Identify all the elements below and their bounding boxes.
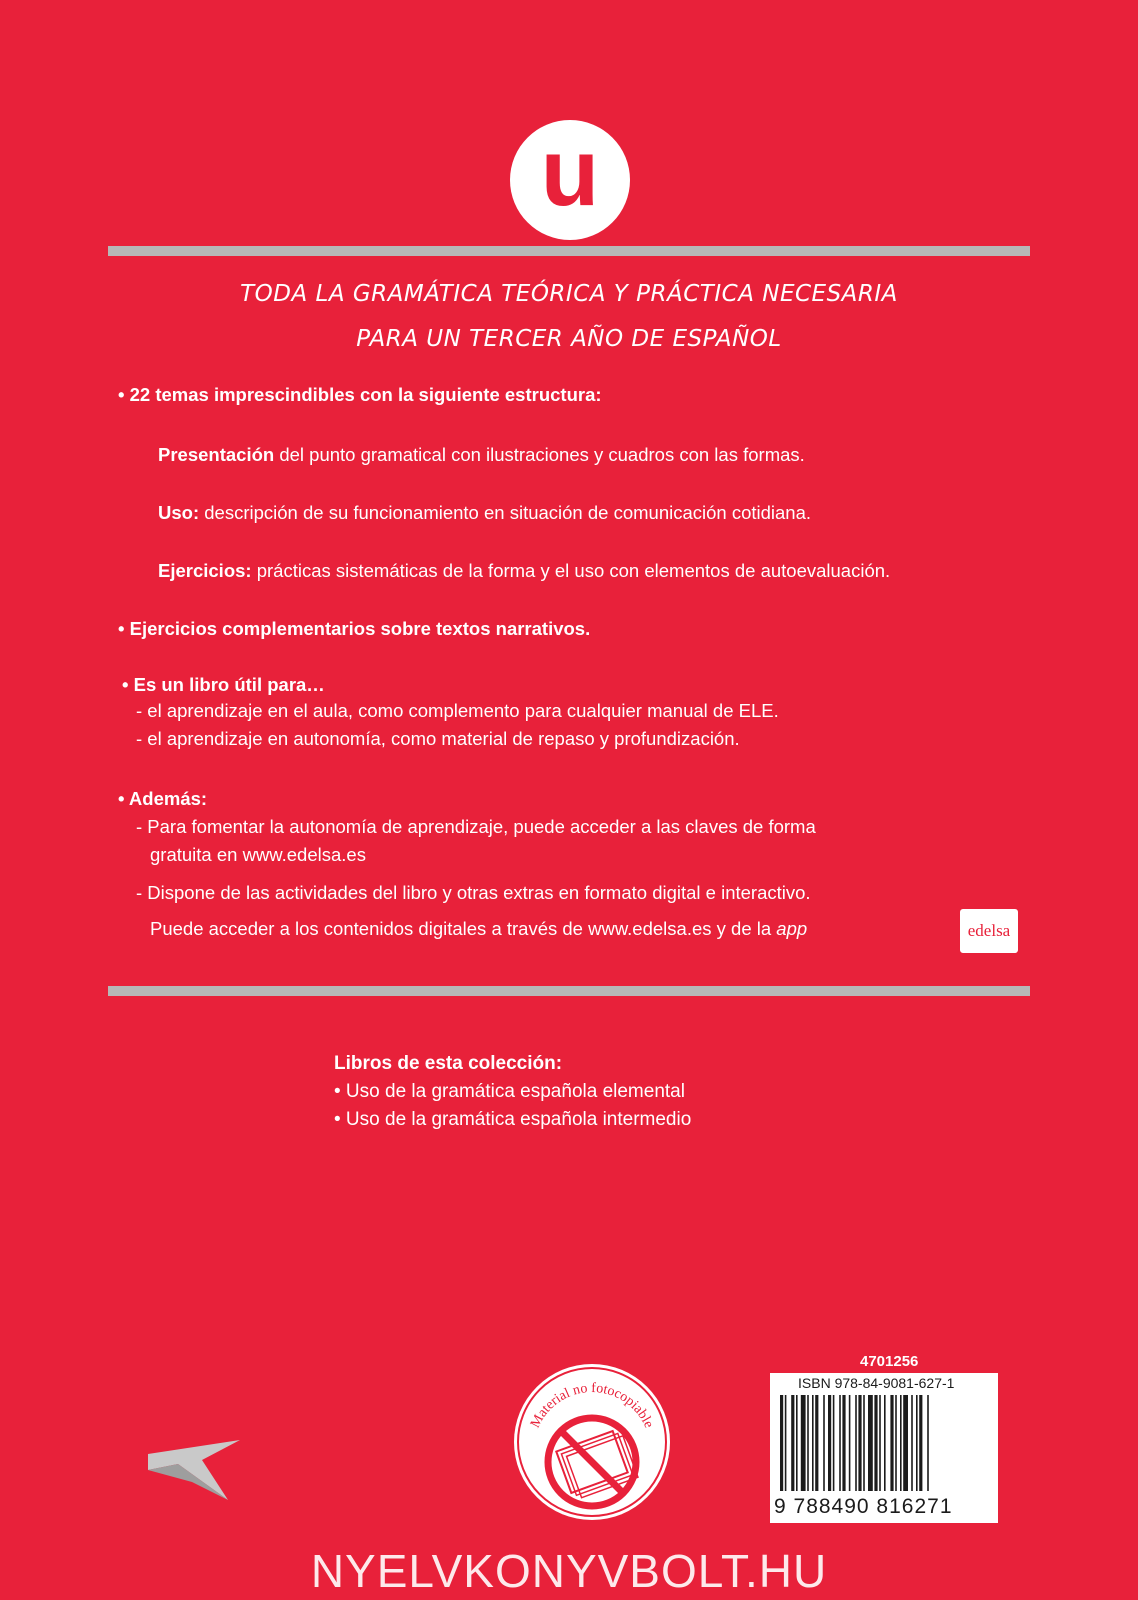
barcode-bar — [849, 1395, 851, 1491]
barcode-bar — [815, 1395, 818, 1491]
barcode-bars-icon — [776, 1395, 992, 1495]
besides-item-1-cont: gratuita en www.edelsa.es — [150, 844, 366, 865]
barcode-bar — [807, 1395, 809, 1491]
theme-item — [158, 442, 805, 468]
complementary-bullet: • Ejercicios complementarios sobre textos narrativos. — [118, 618, 591, 639]
product-code: 4701256 — [860, 1353, 919, 1370]
headline-line-1: TODA LA GRAMÁTICA TEÓRICA Y PRÁCTICA NECESARIA — [240, 281, 898, 307]
collection-item: • Uso de la gramática española intermedio — [334, 1109, 692, 1130]
useful-bullet: • Es un libro útil para… — [122, 674, 325, 695]
headline-line-2: PARA UN TERCER AÑO DE ESPAÑOL — [356, 326, 782, 352]
top-divider — [108, 246, 1030, 256]
barcode-bar — [874, 1395, 877, 1491]
barcode-bar — [796, 1395, 798, 1491]
collection-item: • Uso de la gramática española elemental — [334, 1081, 685, 1102]
isbn-barcode — [770, 1373, 998, 1523]
barcode-bar — [791, 1395, 794, 1491]
besides-bullet: • Además: — [118, 788, 208, 809]
barcode-bar — [823, 1395, 825, 1491]
collection-title: Libros de esta colección: — [334, 1053, 563, 1074]
collection-list — [334, 1050, 691, 1134]
barcode-bar — [884, 1395, 886, 1491]
barcode-bar — [879, 1395, 881, 1491]
barcode-bar — [839, 1395, 841, 1491]
barcode-bar — [863, 1395, 865, 1491]
theme-text: descripción de su funcionamiento en situación de comunicación cotidiana. — [199, 502, 812, 523]
theme-item — [158, 500, 811, 526]
barcode-bar — [919, 1395, 922, 1491]
logo-letter: u — [540, 119, 600, 226]
besides-item-2-cont — [150, 916, 807, 942]
barcode-bar — [855, 1395, 857, 1491]
theme-term: Presentación — [158, 444, 275, 465]
themes-bullet: • 22 temas imprescindibles con la siguiente estructura: — [118, 384, 602, 405]
besides-item-2: - Dispone de las actividades del libro y otras extras en formato digital e interactivo. — [136, 882, 811, 903]
edelsa-app-badge: edelsa — [960, 909, 1018, 953]
barcode-bar — [916, 1395, 918, 1491]
barcode-bar — [828, 1395, 831, 1491]
barcode-bar — [900, 1395, 902, 1491]
theme-text: del punto gramatical con ilustraciones y cuadros con las formas. — [274, 444, 805, 465]
barcode-bar — [927, 1395, 929, 1491]
theme-term: Uso: — [158, 502, 200, 523]
barcode-bar — [858, 1395, 861, 1491]
barcode-bar — [890, 1395, 893, 1491]
series-logo — [510, 120, 630, 240]
useful-item: - el aprendizaje en el aula, como complemento para cualquier manual de ELE. — [136, 700, 779, 721]
barcode-bar — [895, 1395, 897, 1491]
app-word: app — [776, 918, 808, 939]
barcode-bar — [833, 1395, 835, 1491]
barcode-bar — [911, 1395, 913, 1491]
theme-term: Ejercicios: — [158, 560, 252, 581]
stamp-text: Material no fotocopiable — [527, 1380, 657, 1431]
theme-text: prácticas sistemáticas de la forma y el uso con elementos de autoevaluación. — [251, 560, 891, 581]
headline — [108, 272, 1030, 362]
watermark: NYELVKONYVBOLT.HU — [310, 1545, 828, 1597]
no-photocopy-stamp-icon — [512, 1362, 672, 1522]
besides-item-1: - Para fomentar la autonomía de aprendizaje, puede acceder a las claves de forma — [136, 816, 816, 837]
barcode-bar — [801, 1395, 806, 1491]
barcode-digits: 9 788490 816271 — [774, 1495, 953, 1518]
barcode-bar — [780, 1395, 783, 1491]
publisher-logo-icon — [148, 1440, 240, 1502]
useful-item: - el aprendizaje en autonomía, como material de repaso y profundización. — [136, 728, 740, 749]
besides-item-2-text: Puede acceder a los contenidos digitales a través de www.edelsa.es y de la — [150, 918, 777, 939]
isbn-label: ISBN 978-84-9081-627-1 — [798, 1375, 955, 1391]
barcode-bar — [868, 1395, 873, 1491]
barcode-bar — [812, 1395, 814, 1491]
barcode-bar — [903, 1395, 908, 1491]
bottom-divider — [108, 986, 1030, 996]
theme-item — [158, 558, 890, 584]
barcode-bar — [842, 1395, 845, 1491]
barcode-bar — [785, 1395, 787, 1491]
